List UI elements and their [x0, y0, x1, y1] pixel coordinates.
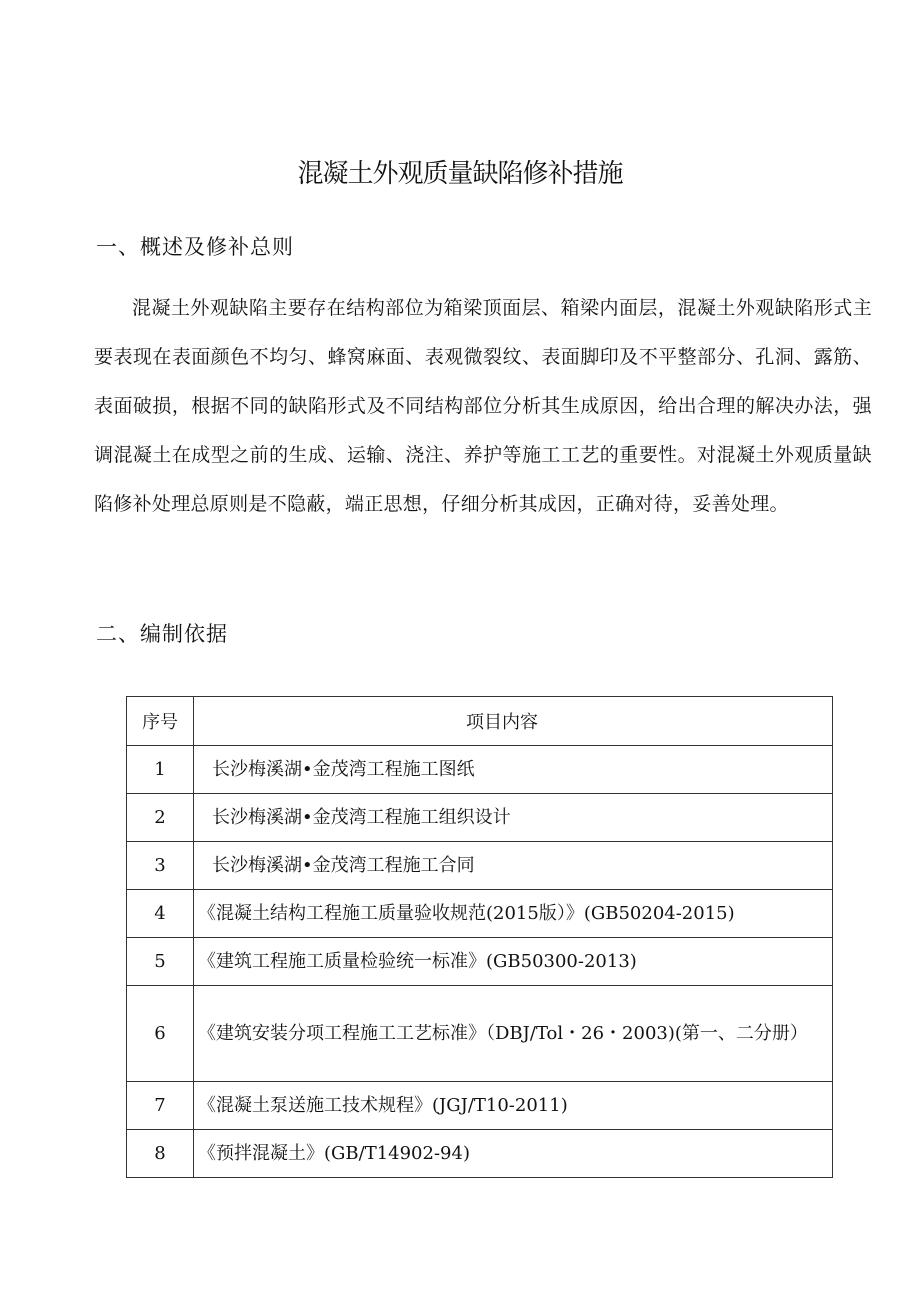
table-row: [127, 746, 833, 794]
row-number: 2: [127, 794, 194, 842]
row-content: 《预拌混凝土》(GB/T14902-94): [194, 1130, 833, 1178]
section-heading-overview: 一、概述及修补总则: [96, 235, 294, 259]
table-row: [127, 794, 833, 842]
row-content: 长沙梅溪湖•金茂湾工程施工合同: [194, 842, 833, 890]
row-number: 7: [127, 1082, 194, 1130]
row-number: 8: [127, 1130, 194, 1178]
table-row: [127, 890, 833, 938]
row-content: 《建筑工程施工质量检验统一标准》(GB50300-2013): [194, 938, 833, 986]
basis-table: [126, 696, 833, 1178]
row-number: 6: [127, 986, 194, 1082]
row-content: 长沙梅溪湖•金茂湾工程施工图纸: [194, 746, 833, 794]
row-content: 《混凝土泵送施工技术规程》(JGJ/T10-2011): [194, 1082, 833, 1130]
row-number: 3: [127, 842, 194, 890]
section-heading-basis: 二、编制依据: [96, 622, 228, 646]
row-content: 《建筑安装分项工程施工工艺标准》（DBJ/Tol・26・2003)(第一、二分册）: [194, 986, 833, 1082]
table-row: [127, 938, 833, 986]
header-serial-number: 序号: [127, 697, 194, 746]
table-row: [127, 842, 833, 890]
table-header-row: [127, 697, 833, 746]
header-item-content: 项目内容: [194, 697, 833, 746]
table-row: [127, 986, 833, 1082]
table-row: [127, 1130, 833, 1178]
row-number: 1: [127, 746, 194, 794]
row-number: 4: [127, 890, 194, 938]
overview-paragraph: 混凝土外观缺陷主要存在结构部位为箱梁顶面层、箱梁内面层，混凝土外观缺陷形式主要表现在表面颜色不均匀、蜂窝麻面、表观微裂纹、表面脚印及不平整部分、孔洞、露筋、表面破损，根据不同的缺陷形式及不同结构部位分析其生成原因，给出合理的解决办法，强调混凝土在成型之前的生成、运输、浇注、养护等施工工艺的重要性。对混凝土外观质量缺陷修补处理总原则是不隐蔽，端正思想，仔细分析其成因，正确对待，妥善处理。: [94, 297, 872, 515]
row-number: 5: [127, 938, 194, 986]
table-row: [127, 1082, 833, 1130]
row-content: 长沙梅溪湖•金茂湾工程施工组织设计: [194, 794, 833, 842]
document-title: 混凝土外观质量缺陷修补措施: [297, 159, 623, 189]
row-content: 《混凝土结构工程施工质量验收规范(2015版）》(GB50204-2015): [194, 890, 833, 938]
